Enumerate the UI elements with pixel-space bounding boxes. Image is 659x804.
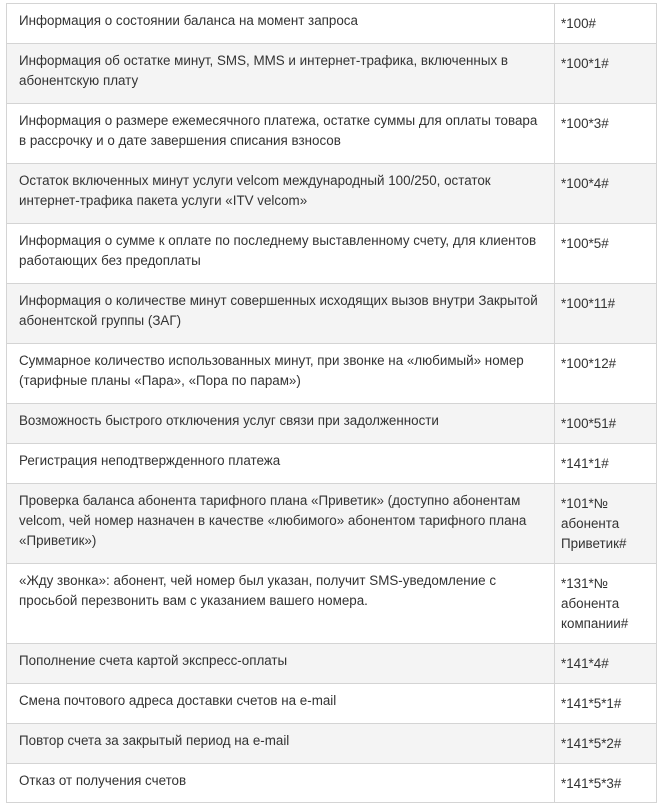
row-description: Остаток включенных минут услуги velcom международный 100/250, остаток интернет-трафика пакета услуги «ITV velcom» (7, 164, 555, 224)
row-ussd-code (555, 404, 657, 444)
ussd-code-line: *100*12# (561, 356, 617, 371)
ussd-code-line: абонента (561, 596, 620, 611)
table-row (7, 644, 657, 684)
table-row (7, 484, 657, 564)
row-ussd-code (555, 164, 657, 224)
table-row (7, 724, 657, 764)
ussd-code-line: компании# (561, 616, 629, 631)
ussd-code-line: *100*5# (561, 236, 609, 251)
row-description: Возможность быстрого отключения услуг связи при задолженности (7, 404, 555, 444)
row-ussd-code (555, 284, 657, 344)
row-ussd-code (555, 564, 657, 644)
row-ussd-code (555, 344, 657, 404)
row-description: Информация о размере ежемесячного платежа, остатке суммы для оплаты товара в рассрочку и о дате завершения списания взносов (7, 104, 555, 164)
ussd-commands-table-wrap (6, 3, 656, 803)
row-description: Регистрация неподтвержденного платежа (7, 444, 555, 484)
ussd-code-line: *101*№ (561, 496, 609, 511)
row-description: Отказ от получения счетов (7, 764, 555, 803)
table-row (7, 284, 657, 344)
row-ussd-code (555, 104, 657, 164)
ussd-code-line: *141*1# (561, 456, 609, 471)
ussd-code-line: *141*4# (561, 656, 609, 671)
row-description: Повтор счета за закрытый период на e-mail (7, 724, 555, 764)
row-description: Информация о сумме к оплате по последнему выставленному счету, для клиентов работающих без предоплаты (7, 224, 555, 284)
row-ussd-code (555, 4, 657, 44)
table-row (7, 164, 657, 224)
ussd-code-line: *100# (561, 16, 597, 31)
table-row (7, 4, 657, 44)
ussd-code-line: Приветик# (561, 536, 627, 551)
row-ussd-code (555, 684, 657, 724)
table-row (7, 684, 657, 724)
row-ussd-code (555, 484, 657, 564)
ussd-code-line: *131*№ (561, 576, 609, 591)
ussd-code-line: *141*5*1# (561, 696, 622, 711)
ussd-code-line: *100*1# (561, 56, 609, 71)
row-ussd-code (555, 44, 657, 104)
row-ussd-code (555, 644, 657, 684)
table-row (7, 444, 657, 484)
ussd-code-line: *100*11# (561, 296, 616, 311)
table-row (7, 764, 657, 803)
table-body (7, 4, 657, 803)
row-description: Информация о количестве минут совершенных исходящих вызов внутри Закрытой абонентской группы (ЗАГ) (7, 284, 555, 344)
ussd-code-line: *141*5*2# (561, 736, 622, 751)
table-row (7, 104, 657, 164)
row-description: Информация об остатке минут, SMS, MMS и интернет-трафика, включенных в абонентскую плату (7, 44, 555, 104)
row-description: Смена почтового адреса доставки счетов на e-mail (7, 684, 555, 724)
row-description: Информация о состоянии баланса на момент запроса (7, 4, 555, 44)
table-row (7, 344, 657, 404)
row-description: «Жду звонка»: абонент, чей номер был указан, получит SMS-уведомление с просьбой перезвонить вам с указанием вашего номера. (7, 564, 555, 644)
ussd-code-line: *100*51# (561, 416, 617, 431)
row-ussd-code (555, 224, 657, 284)
row-ussd-code (555, 724, 657, 764)
row-description: Пополнение счета картой экспресс-оплаты (7, 644, 555, 684)
ussd-commands-table (6, 3, 657, 803)
ussd-code-line: абонента (561, 516, 620, 531)
row-description: Суммарное количество использованных минут, при звонке на «любимый» номер (тарифные планы «Пара», «Пора по парам») (7, 344, 555, 404)
row-description: Проверка баланса абонента тарифного плана «Приветик» (доступно абонентам velcom, чей номер назначен в качестве «любимого» абонентом тарифного плана «Приветик») (7, 484, 555, 564)
table-row (7, 564, 657, 644)
ussd-code-line: *100*4# (561, 176, 609, 191)
table-row (7, 404, 657, 444)
ussd-code-line: *141*5*3# (561, 776, 622, 791)
ussd-code-line: *100*3# (561, 116, 609, 131)
row-ussd-code (555, 764, 657, 803)
row-ussd-code (555, 444, 657, 484)
table-row (7, 44, 657, 104)
table-row (7, 224, 657, 284)
